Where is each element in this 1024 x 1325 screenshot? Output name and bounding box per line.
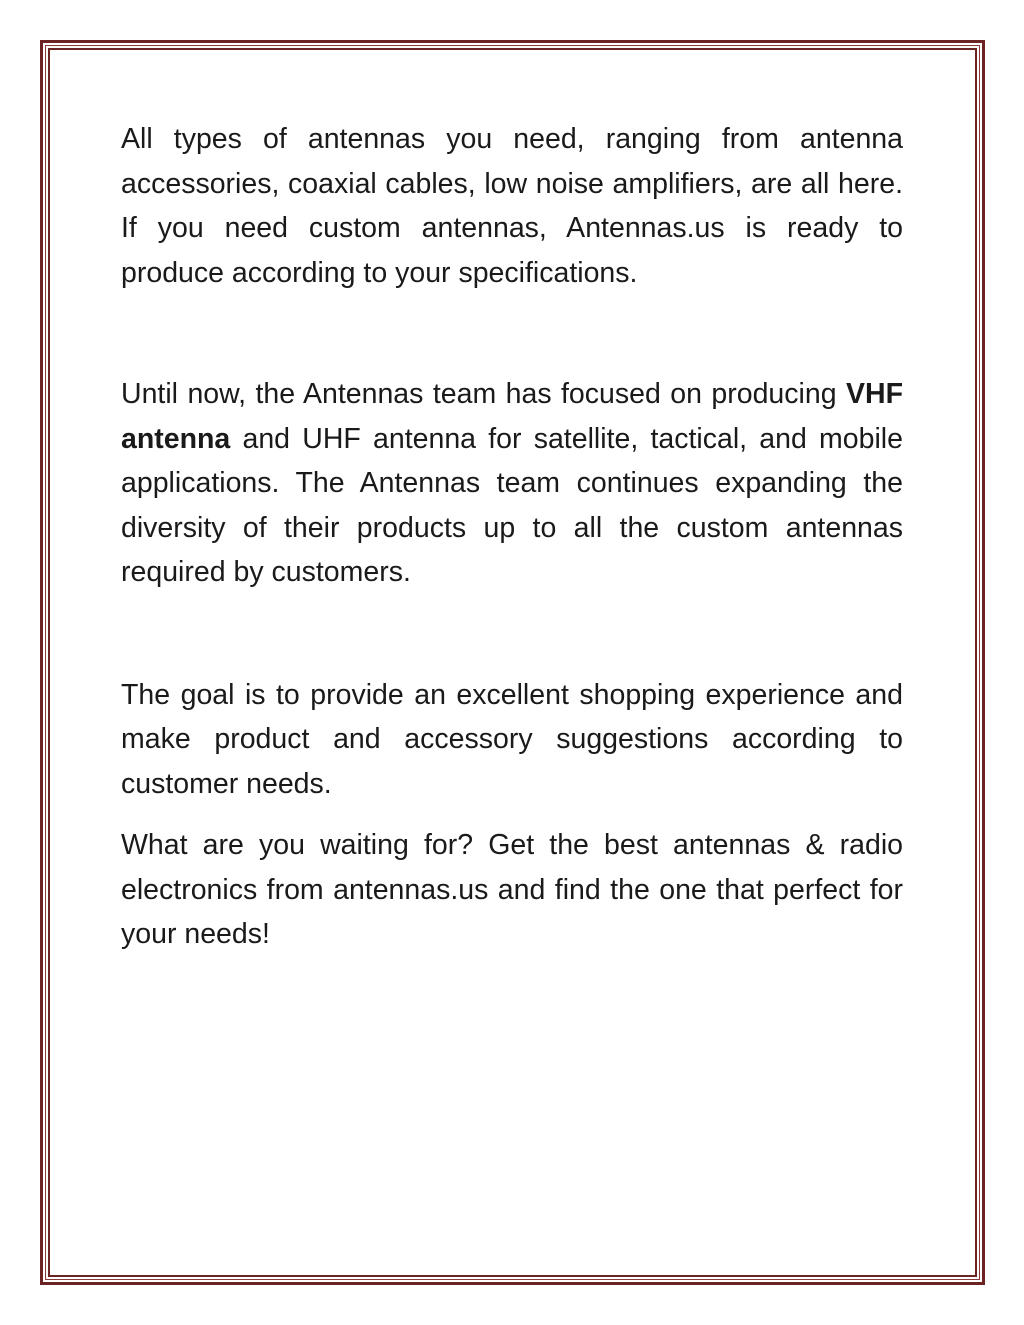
- vhf-antenna-link[interactable]: VHF antenna: [121, 378, 903, 455]
- paragraph-antennas-team: [121, 372, 903, 595]
- document-body: [121, 117, 903, 957]
- paragraph-call-to-action: What are you waiting for? Get the best antennas & radio electronics from antennas.us and find the one that perfect for your needs!: [121, 829, 903, 950]
- paragraph-text-after: and UHF antenna for satellite, tactical, and mobile applications. The Antennas team continues expanding the diversity of their products up to all the custom antennas required by customers.: [121, 422, 903, 588]
- paragraph-text-before: Until now, the Antennas team has focused on producing: [121, 378, 846, 410]
- paragraph-goal: The goal is to provide an excellent shopping experience and make product and accessory suggestions according to customer needs.: [121, 678, 903, 800]
- paragraph-antenna-types: All types of antennas you need, ranging from antenna accessories, coaxial cables, low noise amplifiers, are all here. If you need custom antennas, Antennas.us is ready to produce according to your specifications.: [121, 123, 903, 289]
